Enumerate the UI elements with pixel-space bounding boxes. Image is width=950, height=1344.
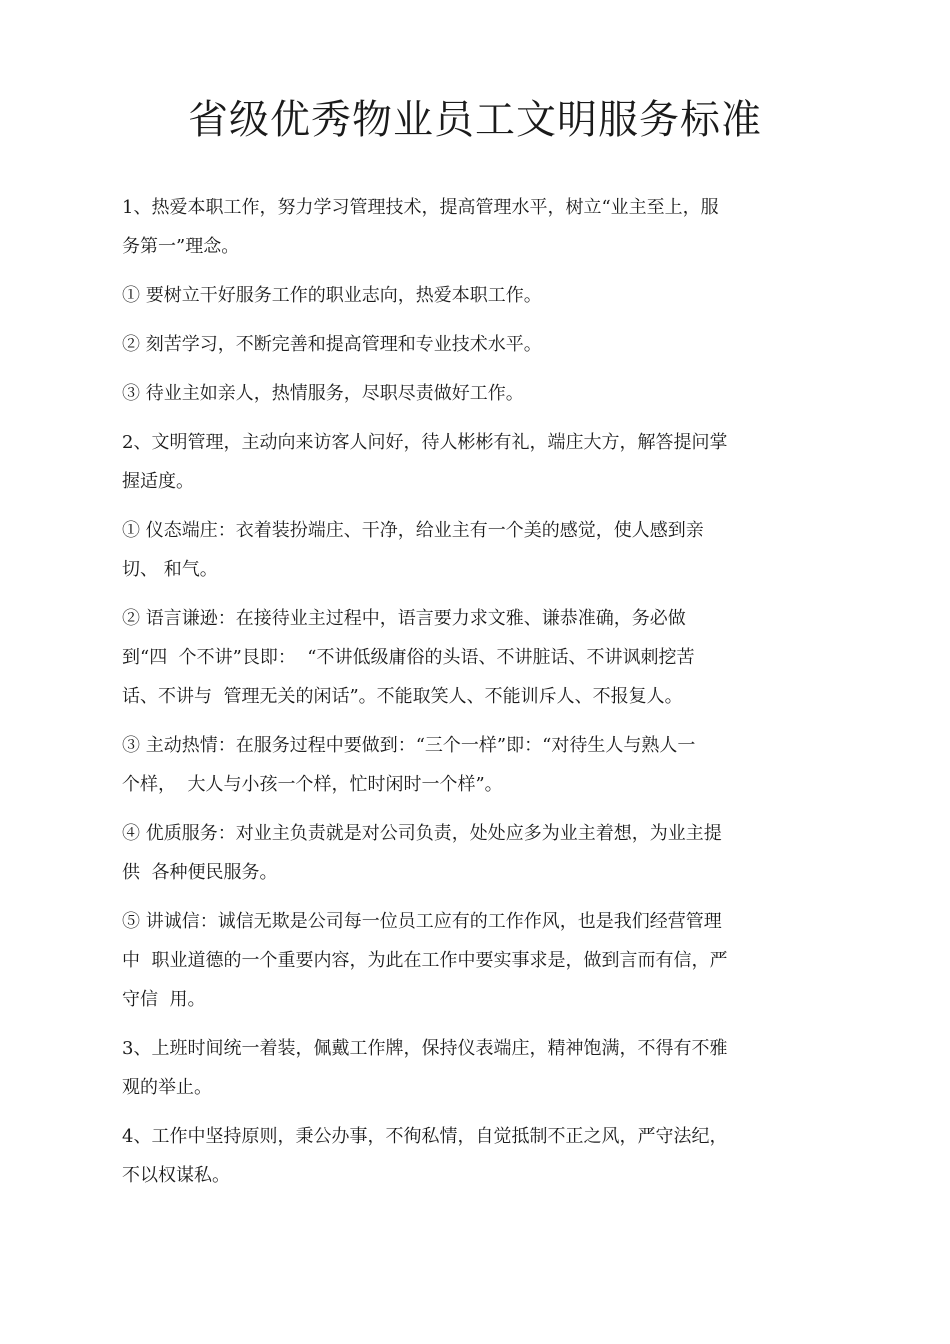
text-line: ① 仪态端庄：衣着装扮端庄、干净，给业主有一个美的感觉，使人感到亲 [122, 520, 704, 541]
text-line: 1、热爱本职工作，努力学习管理技术，提高管理水平，树立“业主至上，服 [122, 197, 719, 218]
paragraph [122, 276, 812, 315]
text-line: ② 刻苦学习，不断完善和提高管理和专业技术水平。 [122, 334, 542, 355]
document-title: 省级优秀物业员工文明服务标准 [188, 97, 762, 143]
text-line: 供 各种便民服务。 [122, 862, 278, 883]
text-line: 话、不讲与 管理无关的闲话”。不能取笑人、不能训斥人、不报复人。 [122, 686, 683, 707]
text-line: ② 语言谦逊：在接待业主过程中，语言要力求文雅、谦恭准确，务必做 [122, 608, 686, 629]
text-line: 不以权谋私。 [122, 1165, 230, 1186]
text-line: ⑤ 讲诚信：诚信无欺是公司每一位员工应有的工作作风，也是我们经营管理 [122, 911, 722, 932]
text-line: 个样， 大人与小孩一个样，忙时闲时一个样”。 [122, 774, 503, 795]
text-line: 切、 和气。 [122, 559, 218, 580]
text-line: 守信 用。 [122, 989, 206, 1010]
paragraph [122, 1117, 812, 1195]
text-line: ③ 主动热情：在服务过程中要做到：“三个一样”即：“对待生人与熟人一 [122, 735, 696, 756]
paragraph [122, 423, 812, 501]
paragraph [122, 599, 812, 716]
text-line: ① 要树立干好服务工作的职业志向，热爱本职工作。 [122, 285, 542, 306]
text-line: 务第一”理念。 [122, 236, 240, 257]
paragraph [122, 188, 812, 266]
text-line: 4、工作中坚持原则，秉公办事，不徇私情，自觉抵制不正之风，严守法纪， [122, 1126, 728, 1147]
paragraph [122, 902, 812, 1019]
text-line: 观的举止。 [122, 1077, 212, 1098]
document-body [122, 188, 812, 1205]
text-line: 握适度。 [122, 471, 194, 492]
paragraph [122, 1029, 812, 1107]
text-line: 3、上班时间统一着装，佩戴工作牌，保持仪表端庄，精神饱满，不得有不雅 [122, 1038, 728, 1059]
text-line: 到“四 个不讲”艮即： “不讲低级庸俗的头语、不讲脏话、不讲讽刺挖苦 [122, 647, 695, 668]
paragraph [122, 726, 812, 804]
text-line: 2、文明管理，主动向来访客人问好，待人彬彬有礼，端庄大方，解答提问掌 [122, 432, 728, 453]
paragraph [122, 325, 812, 364]
text-line: 中 职业道德的一个重要内容，为此在工作中要实事求是，做到言而有信，严 [122, 950, 728, 971]
paragraph [122, 511, 812, 589]
paragraph [122, 374, 812, 413]
text-line: ③ 待业主如亲人，热情服务，尽职尽责做好工作。 [122, 383, 524, 404]
paragraph [122, 814, 812, 892]
text-line: ④ 优质服务：对业主负责就是对公司负责，处处应多为业主着想，为业主提 [122, 823, 722, 844]
